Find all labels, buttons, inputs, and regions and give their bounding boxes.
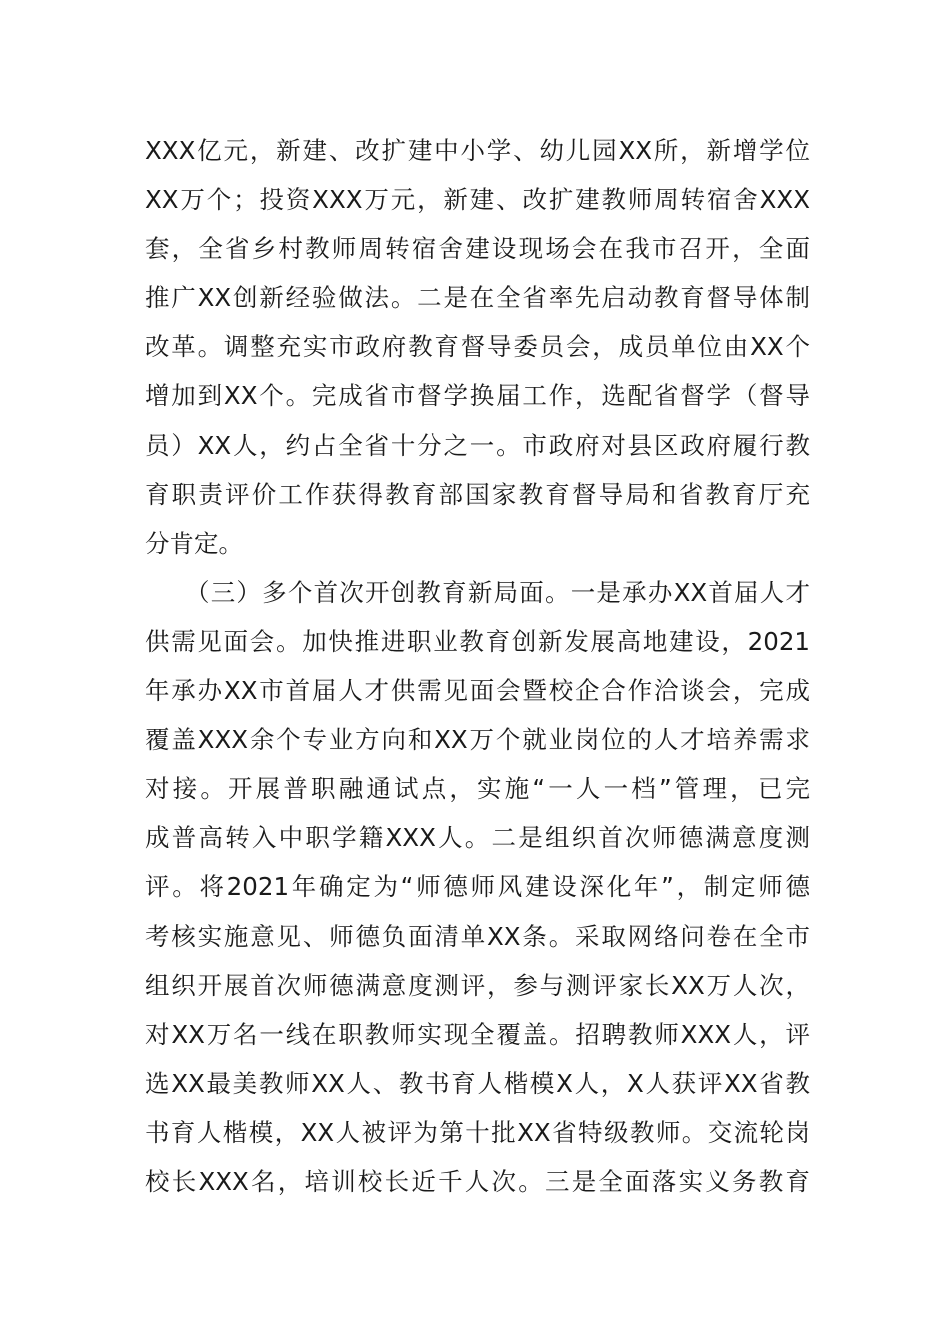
text-line: 增加到XX个。完成省市督学换届工作，选配省督学（督导: [145, 381, 810, 411]
text-line: 成普高转入中职学籍XXX人。二是组织首次师德满意度测: [145, 823, 810, 853]
text-line: 推广XX创新经验做法。二是在全省率先启动教育督导体制: [145, 283, 810, 313]
text-line: 书育人楷模，XX人被评为第十批XX省特级教师。交流轮岗: [145, 1117, 810, 1147]
text-line: 选XX最美教师XX人、教书育人楷模X人，X人获评XX省教: [145, 1068, 810, 1098]
text-line: 育职责评价工作获得教育部国家教育督导局和省教育厅充: [145, 479, 810, 509]
text-line: 对接。开展普职融通试点，实施“一人一档”管理，已完: [145, 774, 810, 804]
text-line: 覆盖XXX余个专业方向和XX万个就业岗位的人才培养需求: [145, 725, 810, 755]
section-heading-line: （三）多个首次开创教育新局面。一是承办XX首届人才: [185, 577, 810, 607]
text-line: 评。将2021年确定为“师德师风建设深化年”，制定师德: [145, 872, 810, 902]
text-line: 组织开展首次师德满意度测评，参与测评家长XX万人次，: [145, 970, 810, 1000]
body-text: [145, 126, 810, 1206]
text-line-last: 分肯定。: [145, 528, 243, 558]
text-line: 改革。调整充实市政府教育督导委员会，成员单位由XX个: [145, 332, 810, 362]
text-line: 年承办XX市首届人才供需见面会暨校企合作洽谈会，完成: [145, 676, 810, 706]
text-line: 供需见面会。加快推进职业教育创新发展高地建设，2021: [145, 626, 810, 656]
paragraph-section-3: [145, 568, 810, 1206]
text-line: 对XX万名一线在职教师实现全覆盖。招聘教师XXX人，评: [145, 1019, 810, 1049]
text-line: XXX亿元，新建、改扩建中小学、幼儿园XX所，新增学位: [145, 136, 810, 165]
text-line: 考核实施意见、师德负面清单XX条。采取网络问卷在全市: [145, 921, 810, 951]
text-line: XX万个；投资XXX万元，新建、改扩建教师周转宿舍XXX: [145, 185, 810, 215]
text-line: 套，全省乡村教师周转宿舍建设现场会在我市召开，全面: [145, 234, 810, 264]
text-line: 校长XXX名，培训校长近千人次。三是全面落实义务教育: [145, 1166, 810, 1196]
paragraph-continued: [145, 126, 810, 568]
text-line: 员）XX人，约占全省十分之一。市政府对县区政府履行教: [145, 430, 810, 460]
